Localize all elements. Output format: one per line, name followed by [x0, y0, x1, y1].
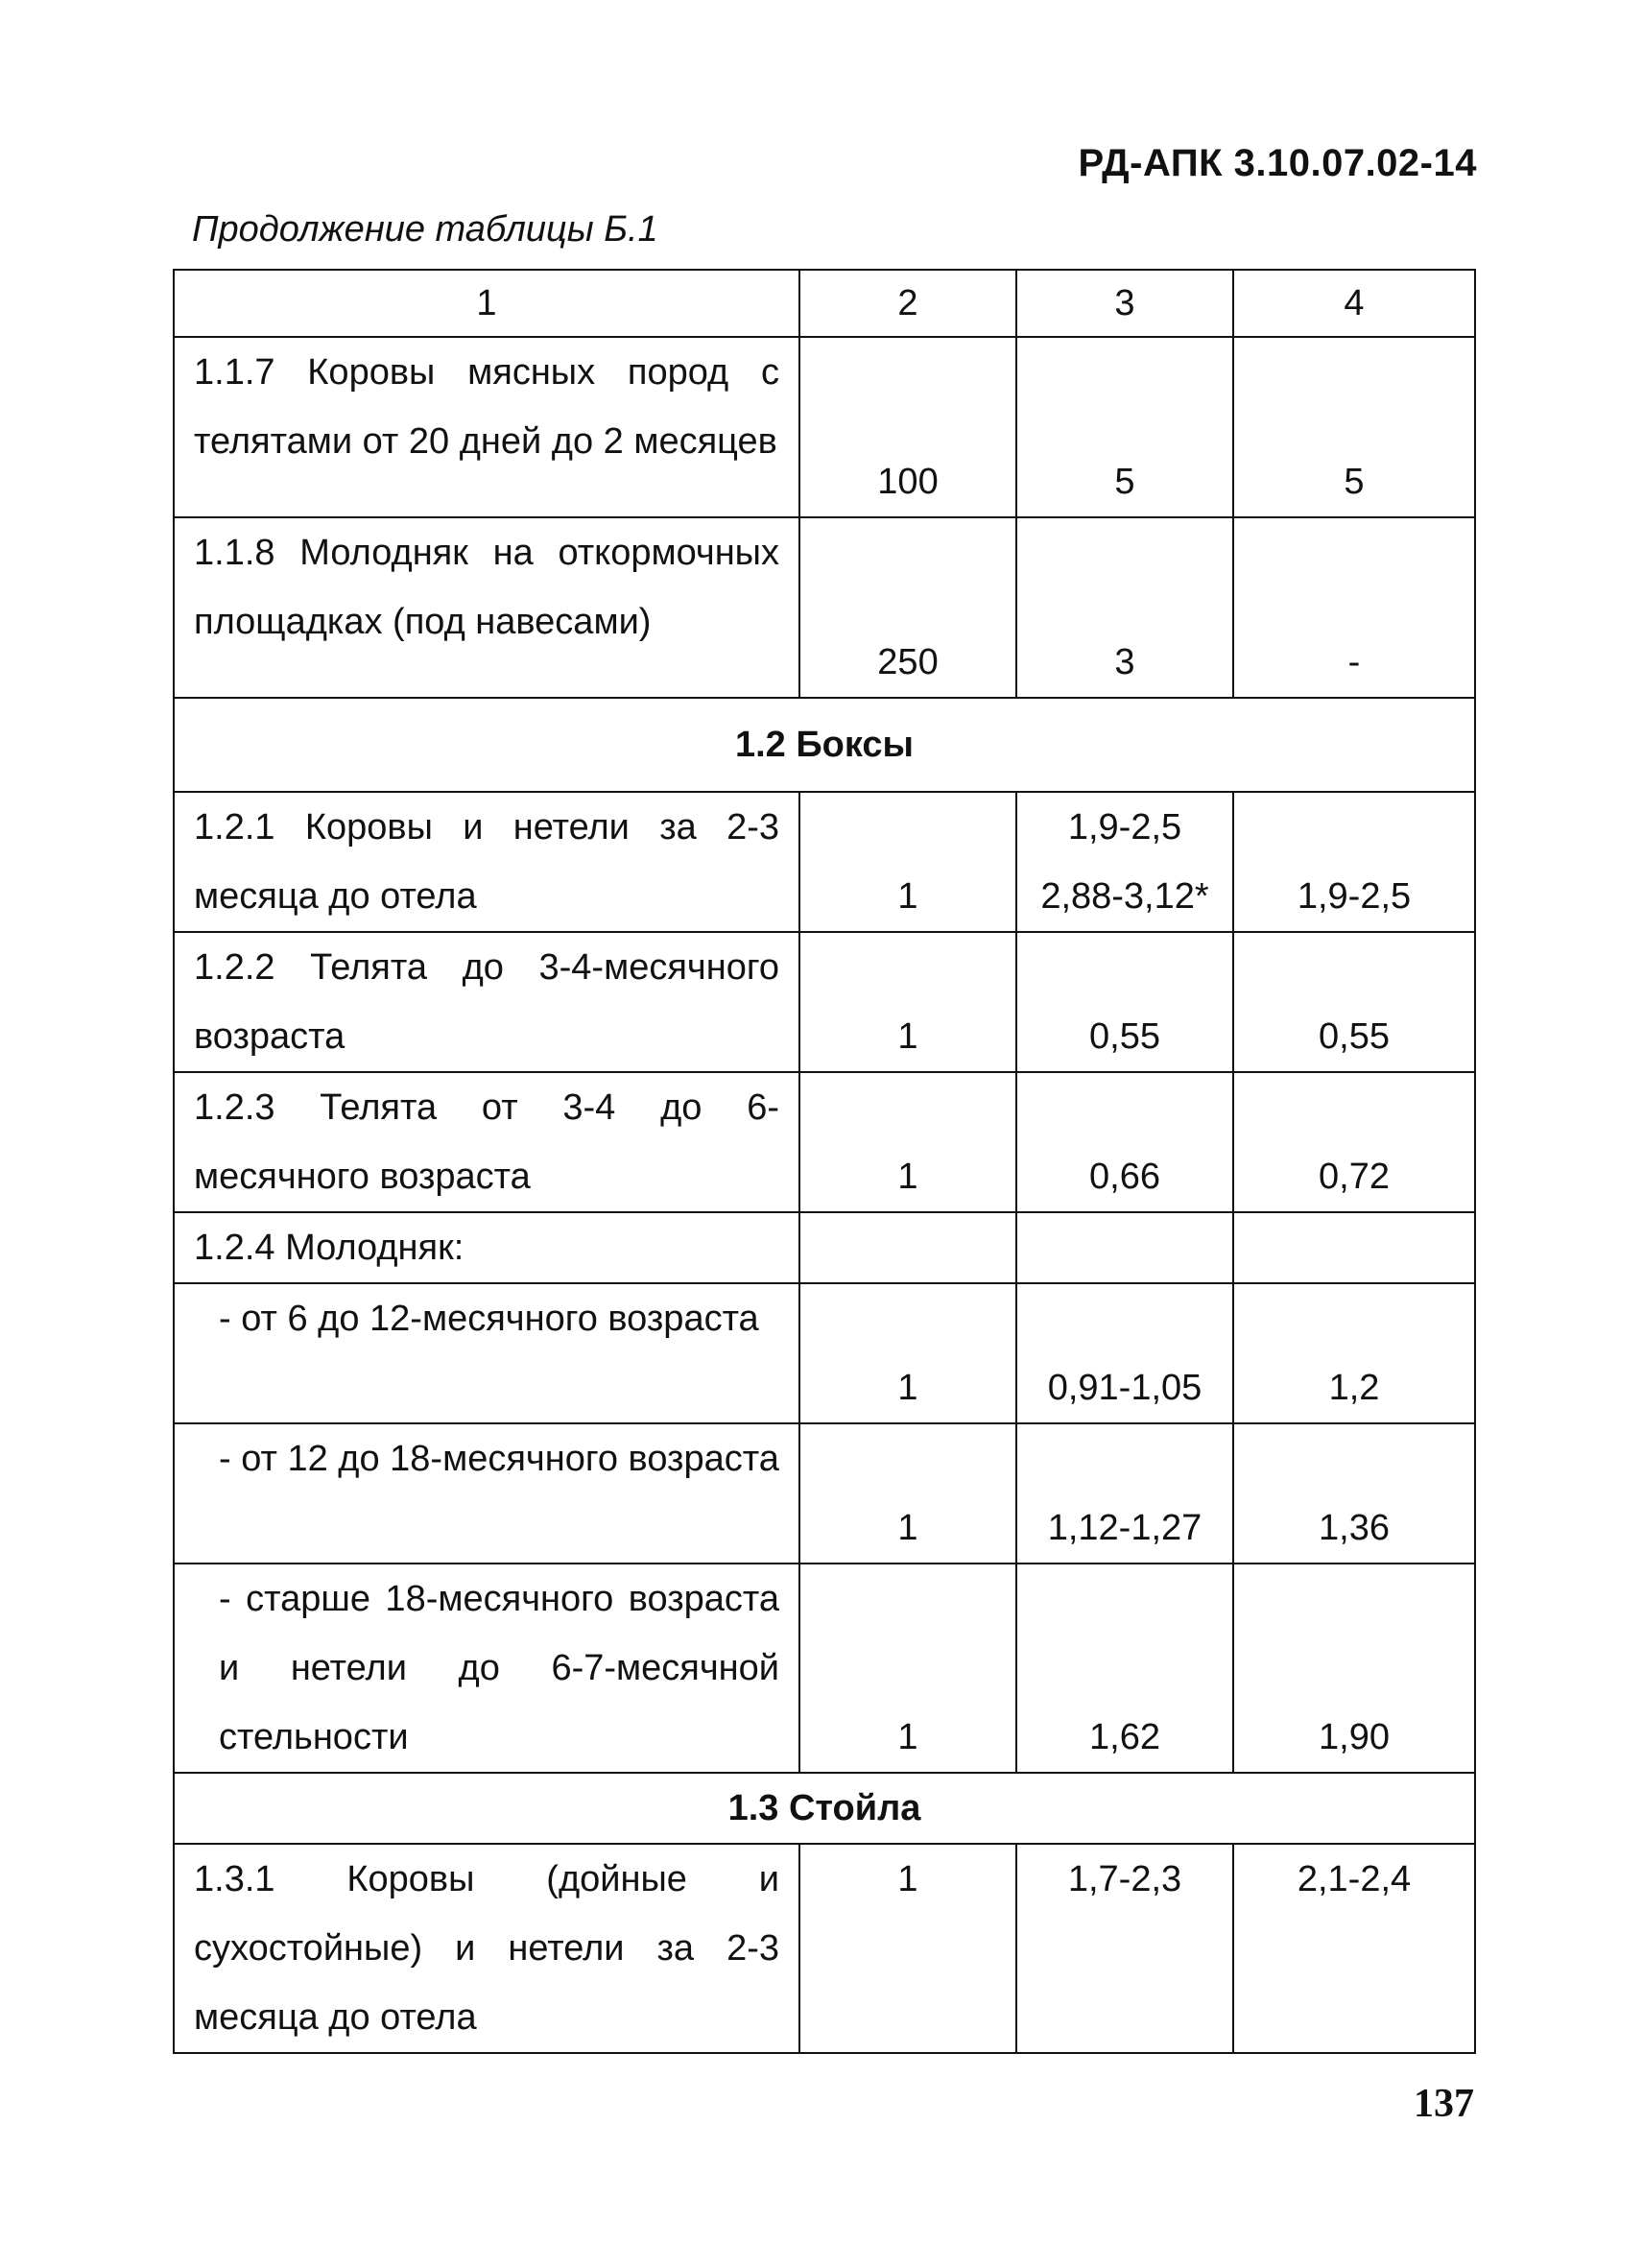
row-description: 1.2.2 Телята до 3-4-месячного возраста	[174, 932, 799, 1072]
row-description: 1.1.7 Коровы мясных пород с телятами от 20 дней до 2 месяцев	[174, 337, 799, 517]
cell-value: 5	[1016, 337, 1233, 517]
table-row	[174, 1212, 1475, 1283]
table-row	[174, 1072, 1475, 1212]
row-description: - от 12 до 18-месячного возраста	[174, 1423, 799, 1564]
table-row	[174, 337, 1475, 517]
cell-value	[1016, 1212, 1233, 1283]
cell-value: 1,2	[1233, 1283, 1475, 1423]
table-caption: Продолжение таблицы Б.1	[192, 209, 658, 250]
row-description: 1.1.8 Молодняк на откормочных площадках (под навесами)	[174, 517, 799, 698]
cell-value: 1	[799, 1283, 1016, 1423]
column-header: 2	[799, 270, 1016, 337]
cell-value: 1,12-1,27	[1016, 1423, 1233, 1564]
cell-value: 1,62	[1016, 1564, 1233, 1773]
cell-value: 0,55	[1016, 932, 1233, 1072]
cell-value: 2,1-2,4	[1233, 1844, 1475, 2053]
cell-value-line: 2,88-3,12*	[1040, 876, 1209, 917]
header-row	[174, 270, 1475, 337]
section-row	[174, 698, 1475, 792]
row-description: 1.2.1 Коровы и нетели за 2-3 месяца до отела	[174, 792, 799, 932]
cell-value	[799, 1212, 1016, 1283]
column-header: 1	[174, 270, 799, 337]
cell-value: 100	[799, 337, 1016, 517]
table-row	[174, 1423, 1475, 1564]
row-description: 1.3.1 Коровы (дойные и сухостойные) и нетели за 2-3 месяца до отела	[174, 1844, 799, 2053]
table-row	[174, 792, 1475, 932]
cell-value: 1,9-2,5	[1233, 792, 1475, 932]
column-header: 3	[1016, 270, 1233, 337]
cell-value: 1,36	[1233, 1423, 1475, 1564]
table-row	[174, 1283, 1475, 1423]
row-description: 1.2.3 Телята от 3-4 до 6-месячного возраста	[174, 1072, 799, 1212]
cell-value: 1	[799, 932, 1016, 1072]
cell-value: 0,91-1,05	[1016, 1283, 1233, 1423]
table-row	[174, 517, 1475, 698]
data-table	[173, 269, 1476, 2054]
table-row	[174, 1844, 1475, 2053]
row-description: - старше 18-месячного возраста и нетели до 6-7-месячной стельности	[174, 1564, 799, 1773]
document-code: РД-АПК 3.10.07.02-14	[1078, 142, 1477, 184]
cell-value: 0,72	[1233, 1072, 1475, 1212]
cell-value: 1	[799, 1844, 1016, 2053]
cell-value: 3	[1016, 517, 1233, 698]
cell-value: 1,7-2,3	[1016, 1844, 1233, 2053]
cell-value: 1	[799, 1423, 1016, 1564]
page-number: 137	[1414, 2082, 1474, 2126]
cell-value: 0,66	[1016, 1072, 1233, 1212]
cell-value: 250	[799, 517, 1016, 698]
row-description: - от 6 до 12-месячного возраста	[174, 1283, 799, 1423]
cell-value	[1233, 1212, 1475, 1283]
column-header: 4	[1233, 270, 1475, 337]
row-description: 1.2.4 Молодняк:	[174, 1212, 799, 1283]
cell-value: 5	[1233, 337, 1475, 517]
cell-value: 1	[799, 1072, 1016, 1212]
cell-value: 1	[799, 1564, 1016, 1773]
section-title: 1.2 Боксы	[174, 698, 1475, 792]
section-title: 1.3 Стойла	[174, 1773, 1475, 1844]
cell-value-line: 1,9-2,5	[1067, 807, 1182, 848]
cell-value: -	[1233, 517, 1475, 698]
cell-value: 1	[799, 792, 1016, 932]
cell-value	[1016, 792, 1233, 932]
table-row	[174, 1564, 1475, 1773]
cell-value: 0,55	[1233, 932, 1475, 1072]
cell-value: 1,90	[1233, 1564, 1475, 1773]
section-row	[174, 1773, 1475, 1844]
table-row	[174, 932, 1475, 1072]
